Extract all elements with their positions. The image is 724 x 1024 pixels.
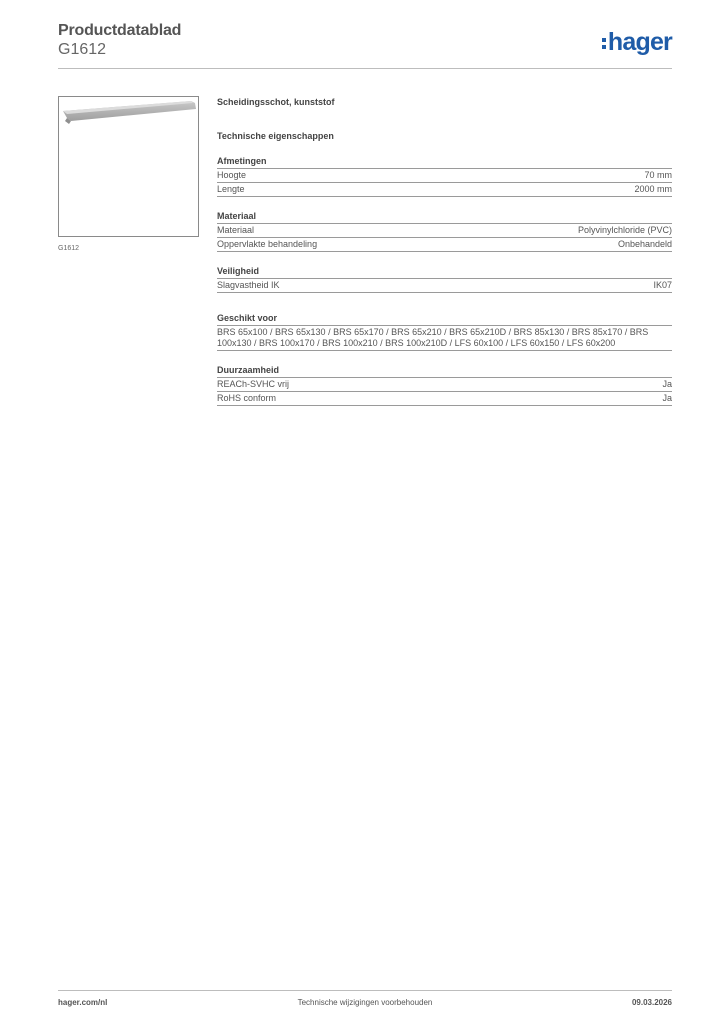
footer-disclaimer: Technische wijzigingen voorbehouden: [297, 998, 433, 1007]
technical-heading: Technische eigenschappen: [217, 131, 334, 141]
page-footer: [58, 998, 672, 1010]
product-name: Scheidingsschot, kunststof: [217, 97, 335, 107]
section-materiaal: [217, 210, 672, 252]
section-title: Duurzaamheid: [217, 364, 672, 378]
spec-value: Ja: [662, 393, 672, 403]
spec-label: Hoogte: [217, 170, 247, 180]
logo-wordmark: hager: [607, 28, 672, 56]
spec-row: [217, 279, 672, 293]
footer-website-link[interactable]: hager.com/nl: [58, 998, 108, 1007]
section-title: Afmetingen: [217, 155, 672, 169]
section-title: Veiligheid: [217, 265, 672, 279]
compatible-products: BRS 65x100 / BRS 65x130 / BRS 65x170 / BRS 65x210 / BRS 65x210D / BRS 85x130 / BRS 85x170 / BRS 100x130 / BRS 100x170 / BRS 100x210 / BRS 100x210D / LFS 60x100 / LFS 60x150 / LFS 60x200: [217, 326, 672, 351]
spec-value: Polyvinylchloride (PVC): [577, 225, 672, 235]
section-title: Materiaal: [217, 210, 672, 224]
spec-row: [217, 169, 672, 183]
spec-label: Lengte: [217, 184, 245, 194]
spec-row: [217, 183, 672, 197]
spec-row: [217, 238, 672, 252]
spec-label: Slagvastheid IK: [217, 280, 280, 290]
page-header: [58, 22, 181, 60]
image-caption: G1612: [58, 245, 80, 252]
spec-row: [217, 392, 672, 406]
spec-label: RoHS conform: [217, 393, 277, 403]
header-divider: [58, 68, 672, 69]
section-duurzaamheid: [217, 364, 672, 406]
spec-value: IK07: [653, 280, 672, 290]
product-code: G1612: [58, 41, 107, 58]
spec-label: REACh-SVHC vrij: [217, 379, 290, 389]
section-afmetingen: [217, 155, 672, 197]
spec-label: Materiaal: [217, 225, 255, 235]
spec-value: 70 mm: [644, 170, 672, 180]
footer-divider: [58, 990, 672, 991]
logo-dots-icon: [602, 38, 606, 49]
hager-logo: [602, 28, 672, 56]
spec-row: [217, 378, 672, 392]
section-geschikt-voor: [217, 312, 672, 351]
section-title: Geschikt voor: [217, 312, 672, 326]
spec-value: 2000 mm: [634, 184, 672, 194]
spec-value: Ja: [662, 379, 672, 389]
partition-strip-icon: [59, 97, 198, 236]
spec-value: Onbehandeld: [617, 239, 672, 249]
spec-label: Oppervlakte behandeling: [217, 239, 318, 249]
product-image: [58, 96, 199, 237]
product-details: [217, 96, 672, 406]
footer-date: 09.03.2026: [631, 998, 672, 1007]
page-title: Productdatablad: [58, 22, 182, 39]
spec-row: [217, 224, 672, 238]
section-veiligheid: [217, 265, 672, 293]
